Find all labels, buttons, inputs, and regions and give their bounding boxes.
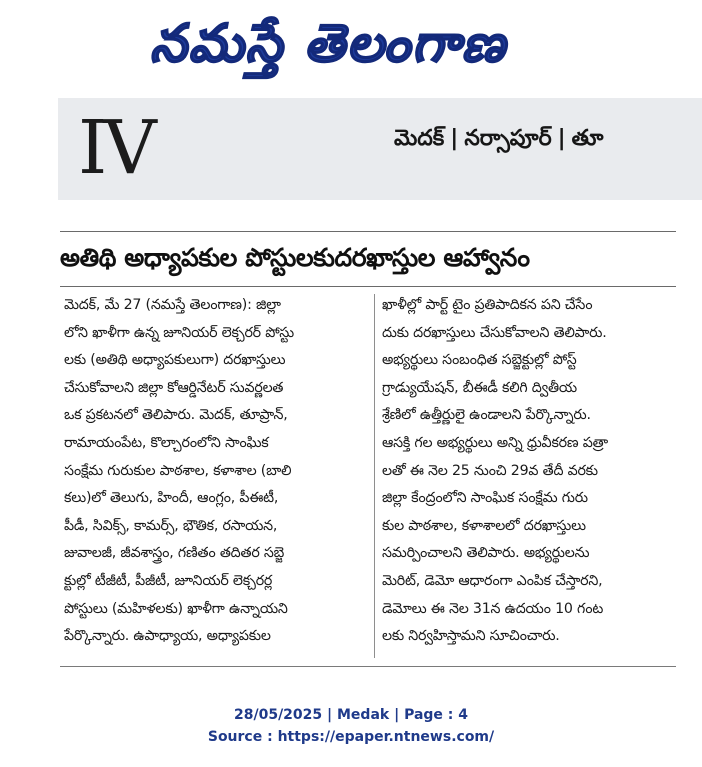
article-line: పీడీ, సివిక్స్, కామర్స్, భౌతిక, రసాయన,	[64, 517, 278, 534]
article-column-left	[64, 292, 368, 651]
article-headline: అతిథి అధ్యాపకుల పోస్టులకుదరఖాస్తుల ఆహ్వానం	[60, 243, 530, 272]
article-line: ఆసక్తి గల అభ్యర్థులు అన్ని ధ్రువీకరణ పత్రా	[382, 434, 608, 451]
article-line: పోస్టులు (మహిళలకు) ఖాళీగా ఉన్నాయని	[64, 600, 288, 617]
article-line: ఒక ప్రకటనలో తెలిపారు. మెదక్, తూప్రాన్,	[64, 407, 288, 424]
edition-separator: |	[450, 126, 459, 151]
article-line: లతో ఈ నెల 25 నుంచి 29వ తేదీ వరకు	[382, 462, 598, 479]
article-line: లకు నిర్వహిస్తామని సూచించారు.	[382, 628, 560, 645]
headline-block	[60, 232, 680, 284]
edition-narsapur: నర్సాపూర్	[464, 126, 552, 151]
article-line: ఖాళీల్లో పార్ట్ టైం ప్రతిపాదికన పని చేసేం	[382, 297, 593, 313]
article-line: మెదక్, మే 27 (నమస్తే తెలంగాణ): జిల్లా	[64, 297, 281, 313]
article-line: లకు (అతిథి అధ్యాపకులుగా) దరఖాస్తులు	[64, 352, 286, 369]
article-line: సంక్షేమ గురుకుల పాఠశాల, కళాశాల (బాలి	[64, 462, 292, 479]
masthead	[0, 0, 702, 98]
article-bottom-rule	[60, 666, 676, 667]
article-line: జిల్లా కేంద్రంలోని సాంఘిక సంక్షేమ గురు	[382, 490, 588, 507]
footer-source[interactable]: Source : https://epaper.ntnews.com/	[207, 729, 495, 745]
edition-separator: |	[557, 126, 566, 151]
article-line: గ్రాడ్యుయేషన్, బీఈడీ కలిగి ద్వితీయ	[382, 379, 577, 396]
edition-strip	[394, 124, 603, 154]
article-line: కలు)లో తెలుగు, హిందీ, ఆంగ్లం, పీఈటీ,	[64, 490, 279, 507]
headline-rule-bottom	[60, 286, 676, 287]
article-line: సమర్పించాలని తెలిపారు. అభ్యర్థులను	[382, 545, 590, 562]
edition-medak: మెదక్	[394, 126, 445, 151]
article-line: పేర్కొన్నారు. ఉపాధ్యాయ, అధ్యాపకుల	[64, 628, 271, 645]
article-line: కుల పాఠశాల, కళాశాలలో దరఖాస్తులు	[382, 517, 586, 534]
article-line: లోని ఖాళీగా ఉన్న జూనియర్ లెక్చరర్ పోస్టు	[64, 324, 294, 341]
edition-toopran: తూ	[571, 126, 604, 151]
article-line: దుకు దరఖాస్తులు చేసుకోవాలని తెలిపారు.	[382, 324, 607, 341]
newspaper-logo: నమస్తే తెలంగాణ	[150, 14, 507, 74]
article-line: డెమోలు ఈ నెల 31న ఉదయం 10 గంట	[382, 600, 604, 617]
article-line: శ్రేణిలో ఉత్తీర్ణులై ఉండాలని పేర్కొన్నారు.	[382, 407, 591, 424]
footer-date-edition-page: 28/05/2025 | Medak | Page : 4	[233, 707, 469, 723]
column-divider	[374, 294, 375, 658]
page-footer	[0, 704, 702, 748]
article-line: చేసుకోవాలని జిల్లా కోఆర్డినేటర్ సువర్ణలత	[64, 379, 284, 396]
article-line: అభ్యర్థులు సంబంధిత సబ్జెక్టుల్లో పోస్ట్	[382, 352, 577, 369]
article-line: మెరిట్, డెమో ఆధారంగా ఎంపిక చేస్తారని,	[382, 572, 603, 589]
page-header-band	[58, 98, 702, 200]
article-line: రామాయంపేట, కొల్చారంలోని సాంఘిక	[64, 434, 269, 451]
article-line: క్టుల్లో టీజీటీ, పీజీటీ, జూనియర్ లెక్చరర్ల	[64, 572, 273, 589]
article-column-right	[382, 292, 678, 651]
page-number-roman: IV	[78, 105, 153, 191]
article-line: జువాలజీ, జీవశాస్త్రం, గణితం తదితర సబ్జె	[64, 545, 285, 562]
